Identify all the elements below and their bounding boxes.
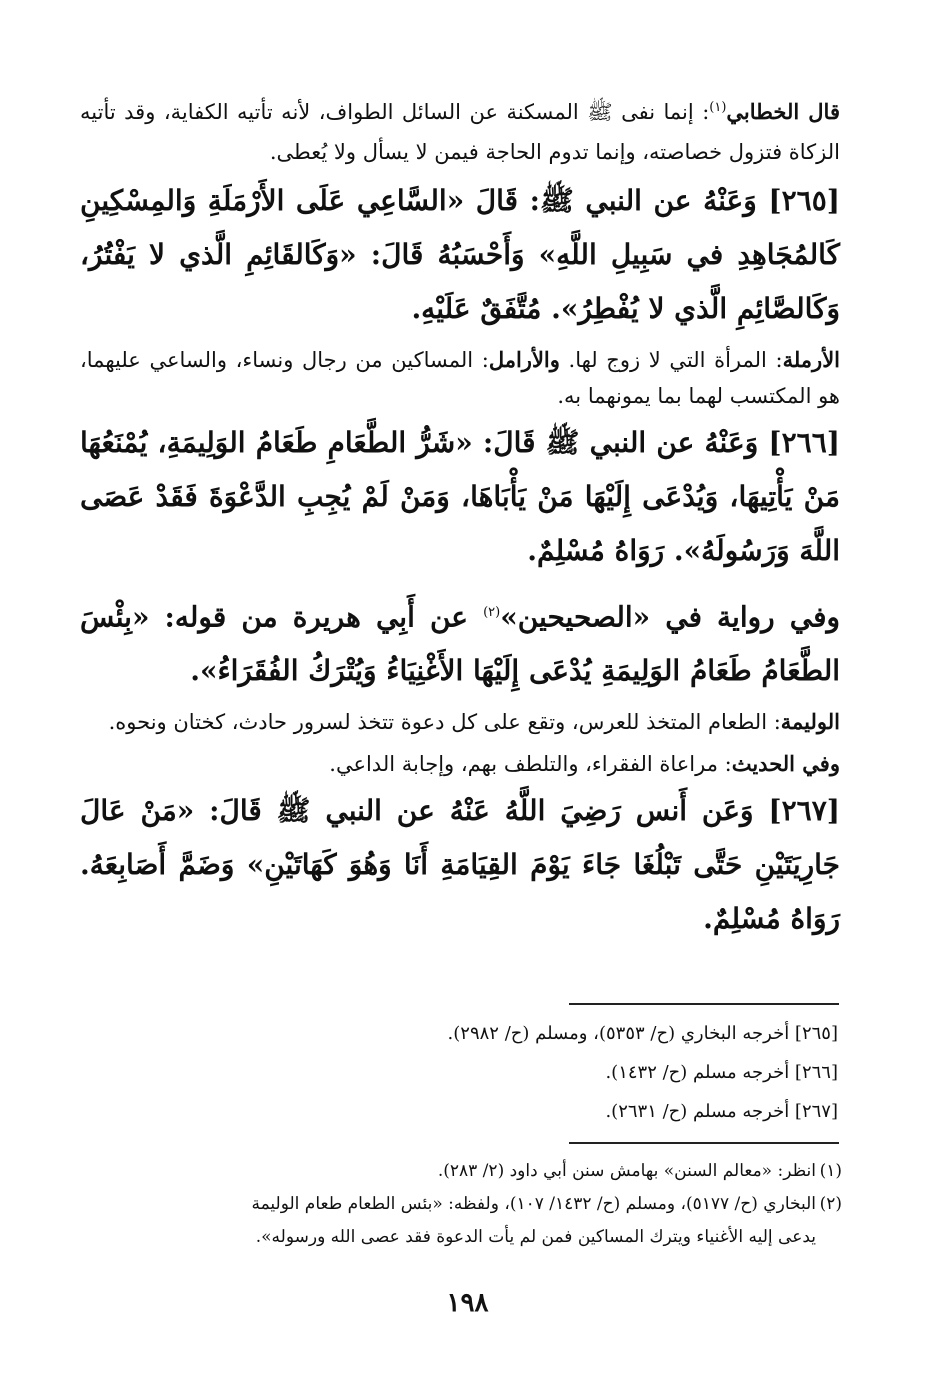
riwaya-sahihain	[80, 586, 840, 698]
khattabi-text: : إنما نفى ﷺ المسكنة عن السائل الطواف، لأنه تأتيه الكفاية، وقد تأتيه الزكاة فتزول خصاصته، وإنما تدوم الحاجة فيمن لا يسأل ولا يُعطى.	[80, 100, 840, 164]
note-aramil-text: : المساكين من رجال ونساء، والساعي عليهما، هو المكتسب لهما بما يمونهما به.	[80, 348, 840, 408]
reference-265: [٢٦٥] أخرجه البخاري (ح/ ٥٣٥٣)، ومسلم (ح/ ٢٩٨٢).	[447, 1023, 838, 1044]
khattabi-paragraph	[80, 88, 840, 172]
riwaya-text-b: عن أَبِي هريرة من قوله: «بِئْسَ الطَّعَامُ طَعَامُ الوَلِيمَةِ يُدْعَى إِلَيْهَا الأَغْنِيَاءُ وَيُتْرَكُ الفُقَرَاءُ».	[80, 600, 840, 688]
note-armala-text: : المرأة التي لا زوج لها.	[559, 348, 783, 372]
footnote-marker-2[interactable]: (٢)	[483, 605, 501, 620]
footnotes-block	[80, 1155, 842, 1254]
note-armala-label: الأرملة	[782, 347, 841, 372]
footnote-1-text: انظر: «معالم السنن» بهامش سنن أبي داود (٢/ ٢٨٣).	[437, 1161, 816, 1181]
khattabi-label: قال الخطابي	[726, 99, 840, 124]
note-armala	[80, 342, 840, 414]
references-block	[80, 1014, 842, 1131]
page-number: ١٩٨	[446, 1288, 489, 1318]
footnote-1	[80, 1155, 842, 1188]
hadith-266: [٢٦٦] وَعَنْهُ عن النبي ﷺ قَالَ: «شَرُّ الطَّعَامِ طَعَامُ الوَلِيمَةِ، يُمْنَعُهَا مَنْ يَأْتِيهَا، وَيُدْعَى إِلَيْهَا مَنْ يَأْبَاهَا، وَمَنْ لَمْ يُجِبِ الدَّعْوَةَ فَقَدْ عَصَى اللَّهَ وَرَسُولَهُ». رَوَاهُ مُسْلِمٌ.	[80, 426, 840, 567]
note-fil-hadith	[80, 746, 840, 782]
footnote-marker-1[interactable]: (١)	[709, 100, 727, 115]
riwaya-text-a: وفي رواية في «الصحيحين»	[500, 600, 841, 634]
page-body	[80, 88, 840, 946]
footnotes-divider	[569, 1142, 839, 1144]
footnote-1-number: (١)	[819, 1161, 842, 1181]
note-walima-text: : الطعام المتخذ للعرس، وتقع على كل دعوة تتخذ لسرور حادث، كختان ونحوه.	[108, 710, 781, 735]
note-fil-hadith-label: وفي الحديث	[731, 751, 840, 777]
hadith-265: [٢٦٥] وَعَنْهُ عن النبي ﷺ: قَالَ «السَّاعِي عَلَى الأَرْمَلَةِ وَالمِسْكِينِ كَالمُجَاهِدِ في سَبِيلِ اللَّهِ» وَأَحْسَبُهُ قَالَ: «وَكَالقَائِمِ الَّذي لا يَفْتُرُ، وَكَالصَّائِمِ الَّذي لا يُفْطِرُ». مُتَّفَقٌ عَلَيْهِ.	[80, 184, 840, 325]
reference-267: [٢٦٧] أخرجه مسلم (ح/ ٢٦٣١).	[605, 1101, 838, 1122]
footnote-2	[80, 1188, 842, 1221]
note-fil-hadith-text: : مراعاة الفقراء، والتلطف بهم، وإجابة الداعي.	[329, 752, 732, 777]
reference-266: [٢٦٦] أخرجه مسلم (ح/ ١٤٣٢).	[605, 1062, 838, 1083]
hadith-267: [٢٦٧] وَعَن أَنس رَضِيَ اللَّهُ عَنْهُ عن النبي ﷺ قَالَ: «مَنْ عَالَ جَارِيَتَيْنِ حَتَّى تَبْلُغَا جَاءَ يَوْمَ القِيَامَةِ أَنَا وَهُوَ كَهَاتَيْنِ» وَضَمَّ أَصَابِعَهُ. رَوَاهُ مُسْلِمٌ.	[80, 794, 840, 936]
footnote-2-continuation: يدعى إليه الأغنياء ويترك المساكين فمن لم يأت الدعوة فقد عصى الله ورسوله».	[255, 1227, 816, 1247]
note-walima	[80, 704, 840, 740]
footnote-2-text: البخاري (ح/ ٥١٧٧)، ومسلم (ح/ ١٤٣٢/ ١٠٧)، ولفظه: «بئس الطعام طعام الوليمة	[251, 1194, 816, 1214]
footnote-2-number: (٢)	[819, 1194, 842, 1214]
note-walima-label: الوليمة	[780, 709, 840, 735]
note-arامل-label: والأرامل	[488, 347, 560, 372]
references-divider	[569, 1003, 839, 1005]
